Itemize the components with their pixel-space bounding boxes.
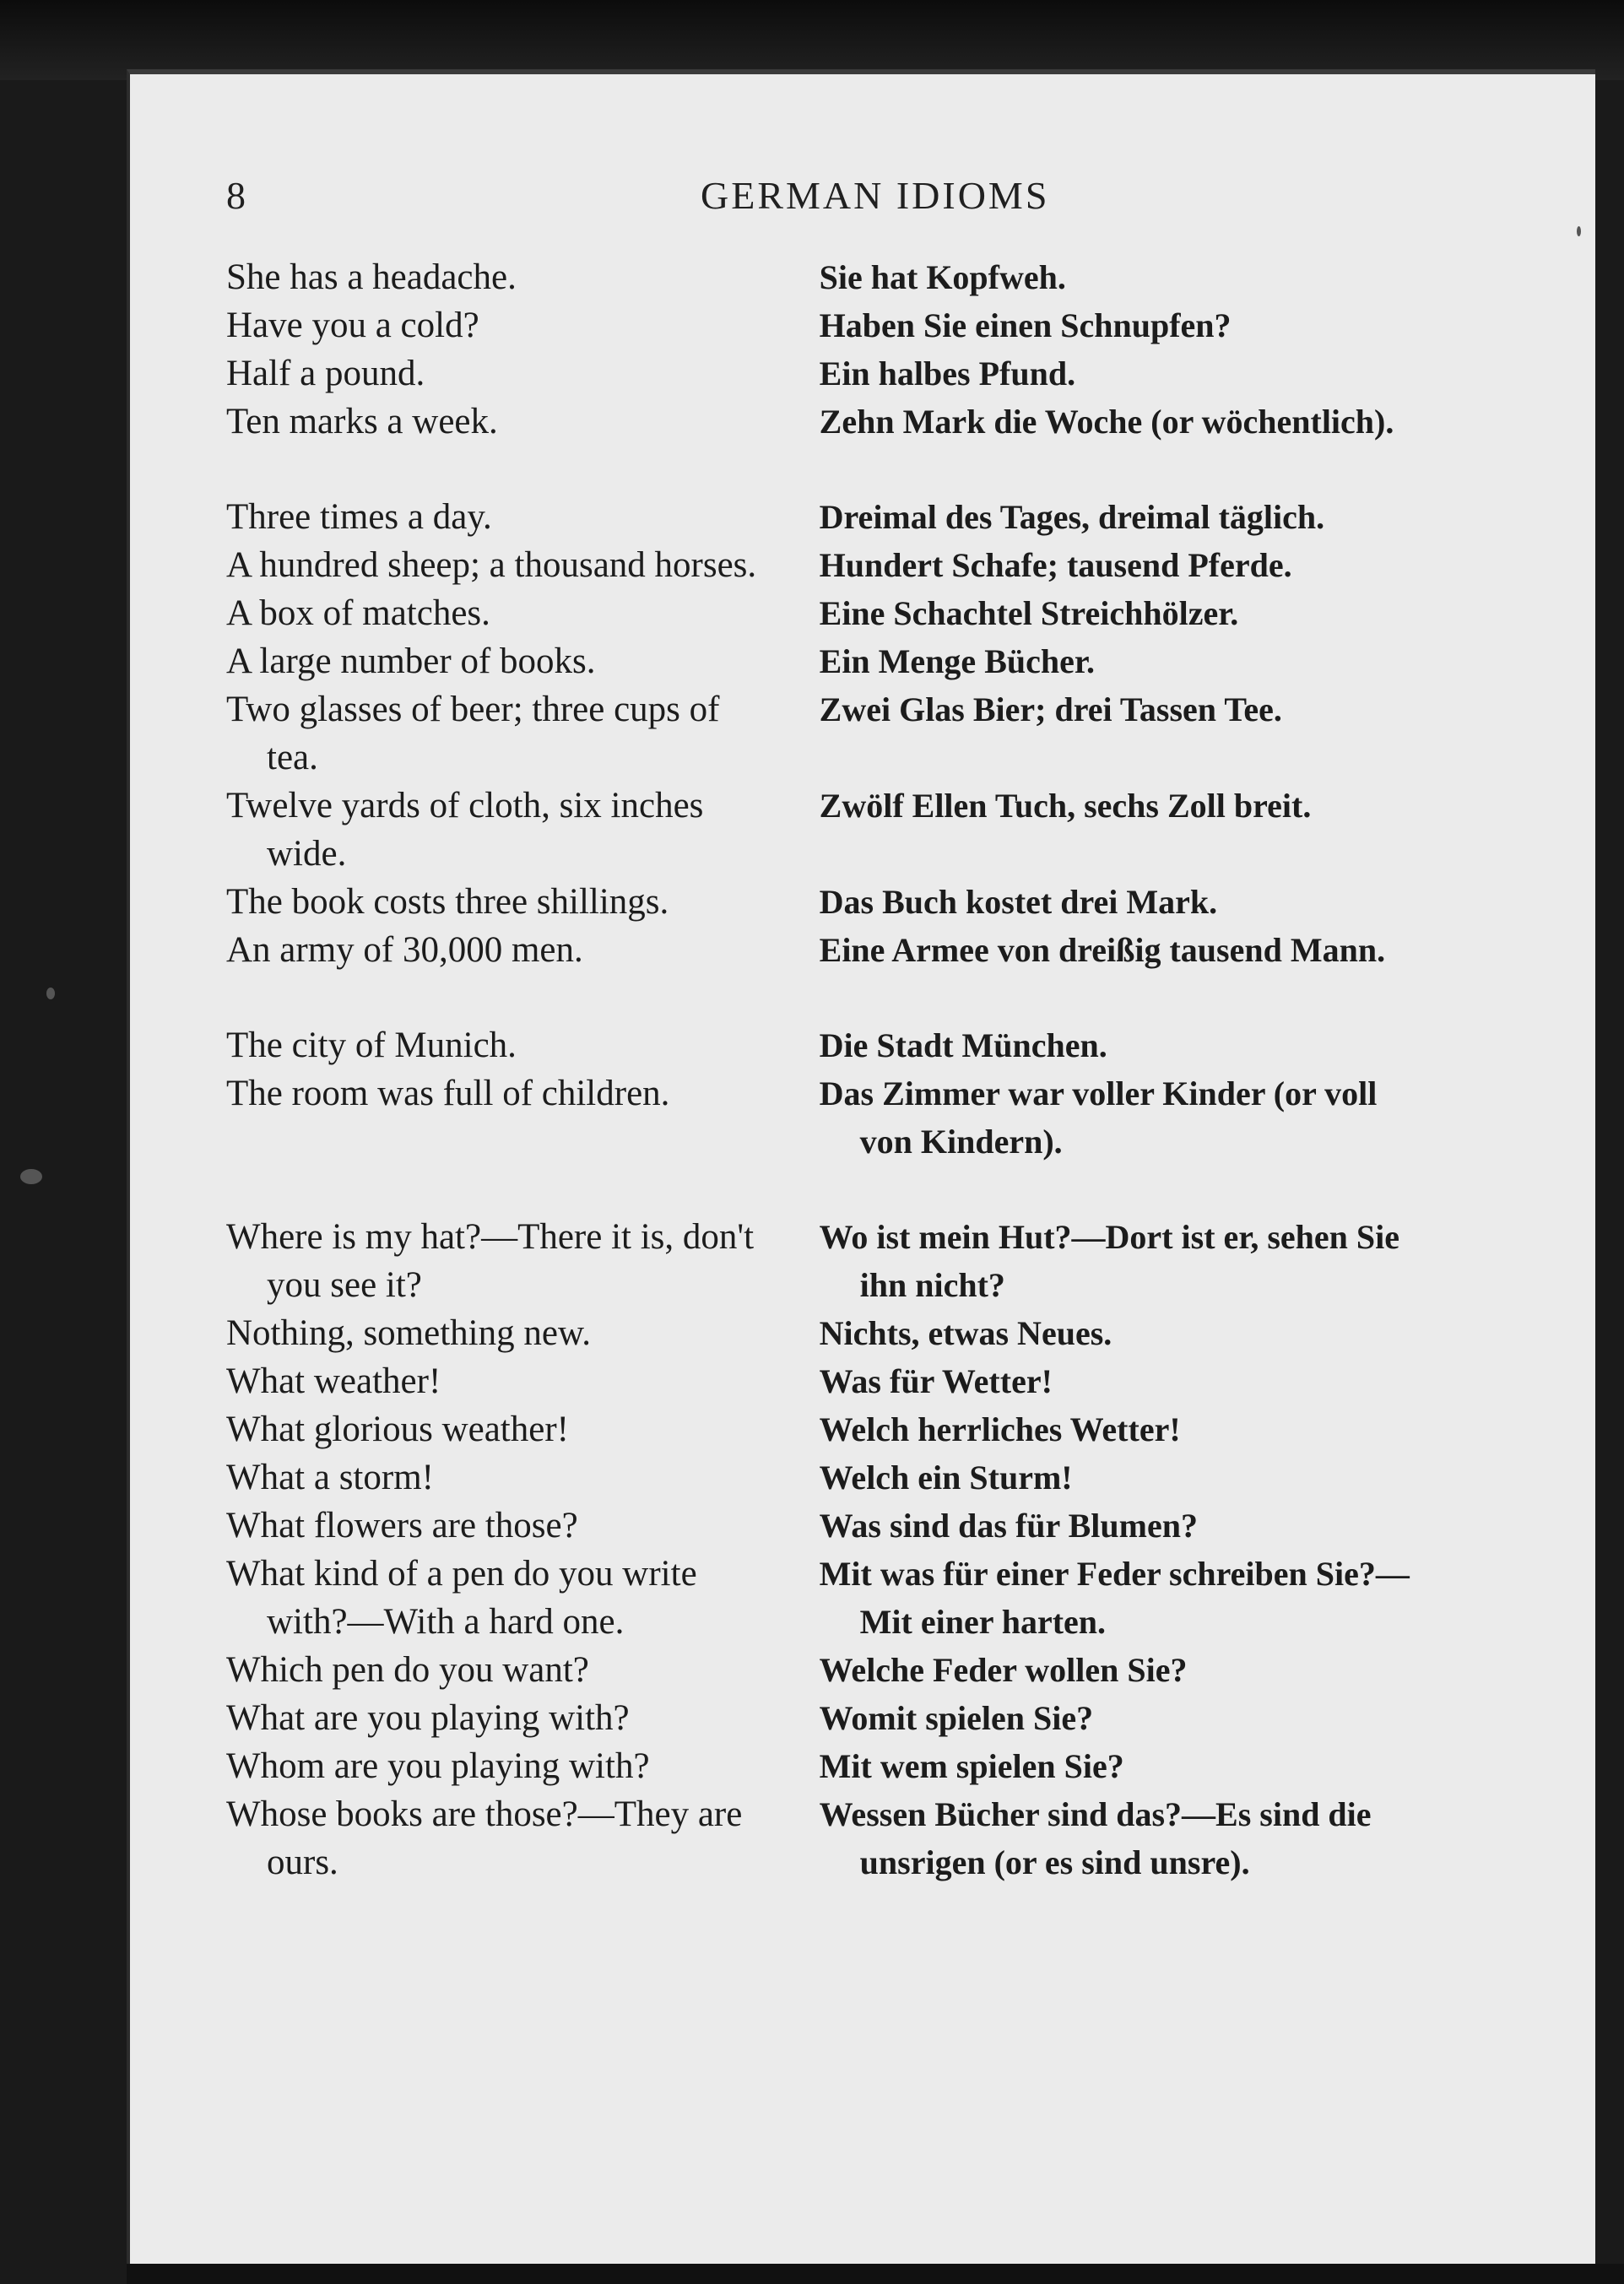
german-phrase: Eine Armee von dreißig tausend Mann.: [819, 931, 1386, 969]
german-phrase: Zwei Glas Bier; drei Tassen Tee.: [819, 690, 1282, 728]
idiom-row: [226, 541, 1425, 589]
german-phrase: Die Stadt München.: [819, 1026, 1107, 1064]
german-phrase: Was für Wetter!: [819, 1362, 1053, 1400]
scan-speck: [20, 1169, 42, 1184]
english-phrase: A large number of books.: [226, 641, 596, 681]
english-phrase: The city of Munich.: [226, 1026, 517, 1065]
german-phrase: Welch herrliches Wetter!: [819, 1410, 1181, 1448]
german-phrase: Wo ist mein Hut?—Dort ist er, sehen Sie ihn nicht?: [819, 1218, 1400, 1304]
german-phrase: Das Zimmer war voller Kinder (or voll von Kindern).: [819, 1074, 1378, 1161]
idiom-row: [226, 782, 1425, 878]
german-phrase: Zehn Mark die Woche (or wöchentlich).: [819, 403, 1394, 441]
idiom-list: [226, 253, 1425, 1886]
english-phrase: What flowers are those?: [226, 1506, 578, 1545]
scan-speck: [1577, 226, 1581, 236]
idiom-row: [226, 301, 1425, 349]
german-phrase: Mit was für einer Feder schreiben Sie?—Mit einer harten.: [819, 1555, 1410, 1641]
german-phrase: Haben Sie einen Schnupfen?: [819, 306, 1232, 344]
scan-speck: [46, 988, 55, 999]
idiom-row: [226, 685, 1425, 782]
german-phrase: Ein Menge Bücher.: [819, 642, 1095, 680]
german-phrase: Das Buch kostet drei Mark.: [819, 883, 1218, 921]
idiom-row: [226, 1021, 1425, 1069]
idiom-row: [226, 1694, 1425, 1742]
english-phrase: The room was full of children.: [226, 1074, 670, 1113]
running-head: GERMAN IDIOMS: [701, 174, 1050, 217]
english-phrase: Where is my hat?—There it is, don't you see it?: [226, 1217, 755, 1305]
english-phrase: She has a headache.: [226, 257, 517, 297]
german-phrase: Nichts, etwas Neues.: [819, 1314, 1112, 1352]
idiom-row: [226, 878, 1425, 926]
idiom-row: [226, 1502, 1425, 1550]
english-phrase: Twelve yards of cloth, six inches wide.: [226, 786, 704, 874]
scan-bottom-edge: [127, 2264, 1624, 2284]
idiom-row: [226, 926, 1425, 974]
idiom-row: [226, 1309, 1425, 1357]
idiom-row: [226, 1213, 1425, 1309]
idiom-row: [226, 1550, 1425, 1646]
english-phrase: Whose books are those?—They are ours.: [226, 1794, 743, 1882]
idiom-row: [226, 637, 1425, 685]
idiom-row: [226, 589, 1425, 637]
german-phrase: Womit spielen Sie?: [819, 1699, 1094, 1737]
english-phrase: Two glasses of beer; three cups of tea.: [226, 690, 720, 777]
idiom-row: [226, 349, 1425, 398]
german-phrase: Eine Schachtel Streichhölzer.: [819, 594, 1239, 632]
english-phrase: Whom are you playing with?: [226, 1746, 650, 1786]
english-phrase: What kind of a pen do you write with?—With a hard one.: [226, 1554, 697, 1642]
english-phrase: What are you playing with?: [226, 1698, 630, 1738]
english-phrase: Ten marks a week.: [226, 402, 498, 441]
page-number: 8: [226, 174, 246, 217]
german-phrase: Dreimal des Tages, dreimal täglich.: [819, 498, 1325, 536]
german-phrase: Sie hat Kopfweh.: [819, 258, 1066, 296]
english-phrase: Have you a cold?: [226, 306, 479, 345]
english-phrase: A box of matches.: [226, 593, 490, 633]
english-phrase: Half a pound.: [226, 354, 425, 393]
english-phrase: Nothing, something new.: [226, 1313, 591, 1353]
german-phrase: Was sind das für Blumen?: [819, 1507, 1198, 1545]
german-phrase: Wessen Bücher sind das?—Es sind die unsrigen (or es sind unsre).: [819, 1795, 1372, 1881]
idiom-row: [226, 1453, 1425, 1502]
german-phrase: Welche Feder wollen Sie?: [819, 1651, 1188, 1689]
german-phrase: Zwölf Ellen Tuch, sechs Zoll breit.: [819, 787, 1312, 825]
english-phrase: A hundred sheep; a thousand horses.: [226, 545, 757, 585]
german-phrase: Ein halbes Pfund.: [819, 355, 1076, 392]
german-phrase: Welch ein Sturm!: [819, 1459, 1073, 1497]
idiom-row: [226, 493, 1425, 541]
german-phrase: Mit wem spielen Sie?: [819, 1747, 1124, 1785]
idiom-row: [226, 1069, 1425, 1166]
english-phrase: An army of 30,000 men.: [226, 930, 583, 970]
idiom-row: [226, 253, 1425, 301]
english-phrase: Three times a day.: [226, 497, 492, 537]
scan-top-edge: [0, 0, 1624, 80]
english-phrase: What glorious weather!: [226, 1410, 569, 1449]
english-phrase: What a storm!: [226, 1458, 434, 1497]
english-phrase: The book costs three shillings.: [226, 882, 669, 922]
german-phrase: Hundert Schafe; tausend Pferde.: [819, 546, 1292, 584]
idiom-row: [226, 1790, 1425, 1886]
english-phrase: Which pen do you want?: [226, 1650, 589, 1690]
english-phrase: What weather!: [226, 1361, 441, 1401]
idiom-row: [226, 1405, 1425, 1453]
idiom-row: [226, 1646, 1425, 1694]
idiom-row: [226, 1357, 1425, 1405]
idiom-row: [226, 398, 1425, 446]
idiom-row: [226, 1742, 1425, 1790]
